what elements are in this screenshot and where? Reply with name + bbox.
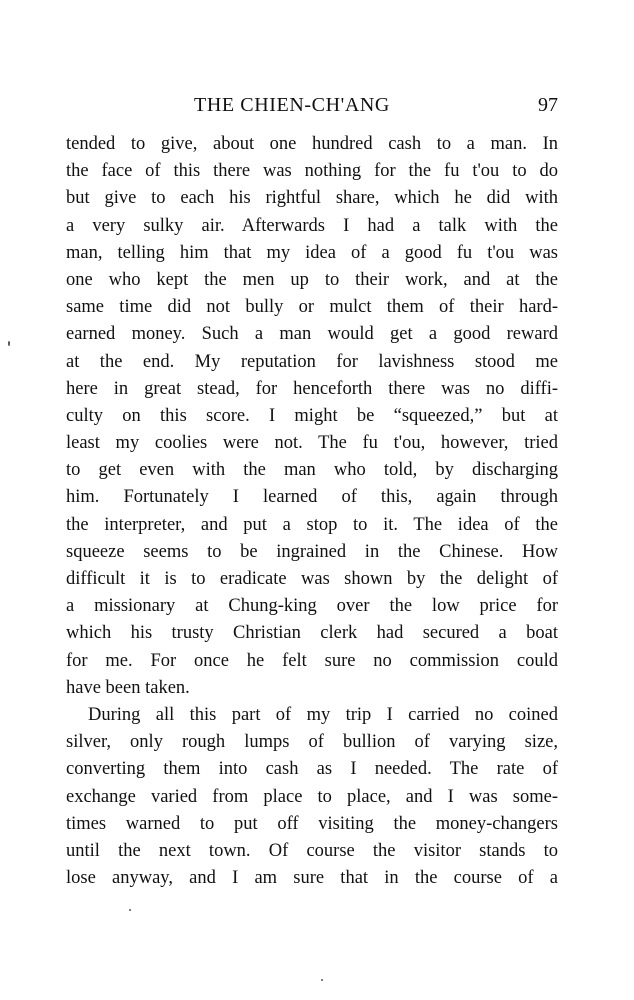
page-number: 97 — [538, 94, 558, 116]
text-line: at the end. My reputation for lavishness stood me — [66, 351, 558, 372]
page-header — [66, 94, 558, 124]
text-line: silver, only rough lumps of bullion of varying size, — [66, 732, 558, 753]
text-line: tended to give, about one hundred cash to a man. In — [66, 134, 558, 154]
text-line: man, telling him that my idea of a good fu t'ou was — [66, 242, 558, 263]
text-line: difficult it is to eradicate was shown by the delight of — [66, 569, 558, 589]
text-line: him. Fortunately I learned of this, again through — [66, 487, 558, 508]
text-line: earned money. Such a man would get a good reward — [66, 324, 558, 345]
text-line: the face of this there was nothing for the fu t'ou to do — [66, 161, 558, 182]
scan-speck — [129, 909, 131, 911]
text-line: for me. For once he felt sure no commission could — [66, 650, 558, 671]
body-text — [66, 131, 558, 892]
text-line: converting them into cash as I needed. The rate of — [66, 759, 558, 780]
text-line: squeeze seems to be ingrained in the Chinese. How — [66, 541, 558, 562]
text-line: here in great stead, for henceforth there was no diffi- — [66, 378, 558, 399]
text-line: which his trusty Christian clerk had secured a boat — [66, 623, 558, 644]
text-line: have been taken. — [66, 677, 190, 698]
text-line: but give to each his rightful share, which he did with — [66, 188, 558, 209]
text-line: a very sulky air. Afterwards I had a talk with the — [66, 215, 558, 236]
text-line: one who kept the men up to their work, and at the — [66, 269, 558, 290]
text-line: same time did not bully or mulct them of their hard- — [66, 297, 558, 318]
text-line: until the next town. Of course the visitor stands to — [66, 840, 558, 861]
text-line: a missionary at Chung-king over the low price for — [66, 596, 558, 617]
scan-speck — [8, 341, 10, 346]
text-line: times warned to put off visiting the money-changers — [66, 813, 558, 834]
paragraph — [66, 131, 558, 702]
text-line: to get even with the man who told, by discharging — [66, 460, 558, 481]
running-title: THE CHIEN-CH'ANG — [194, 94, 390, 116]
text-line: During all this part of my trip I carried no coined — [88, 704, 558, 725]
text-line: lose anyway, and I am sure that in the course of a — [66, 868, 558, 889]
scan-speck — [321, 979, 323, 981]
text-line: least my coolies were not. The fu t'ou, however, tried — [66, 433, 558, 454]
text-line: culty on this score. I might be “squeezed,” but at — [66, 405, 558, 426]
text-line: exchange varied from place to place, and I was some- — [66, 786, 558, 807]
paragraph — [66, 702, 558, 892]
text-line: the interpreter, and put a stop to it. The idea of the — [66, 514, 558, 535]
